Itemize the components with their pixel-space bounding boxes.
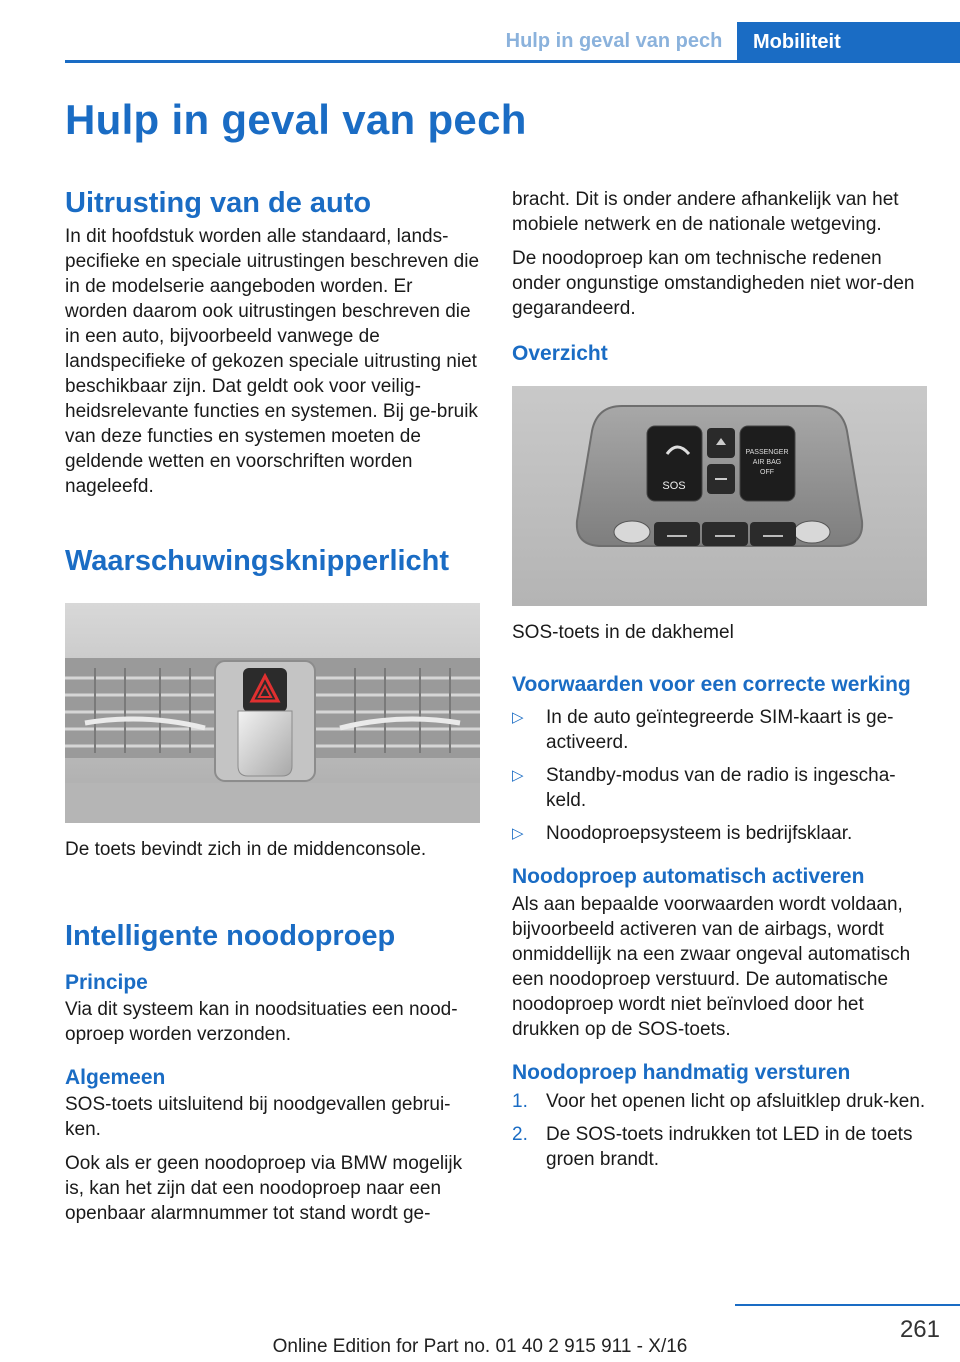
hazard-button-photo <box>65 603 480 823</box>
continued-paragraph-1: bracht. Dit is onder andere afhankelijk van het mobiele netwerk en de nationale wetgeving. <box>512 189 899 235</box>
subsection-body-algemeen-1: SOS-toets uitsluitend bij noodgevallen gebrui-ken. <box>65 1094 451 1140</box>
list-item-text: Voor het openen licht op afsluitklep druk-ken. <box>546 1091 926 1112</box>
subsection-title-algemeen: Algemeen <box>65 1066 166 1089</box>
sos-button-photo <box>512 386 927 606</box>
footer-rule <box>735 1304 960 1306</box>
list-item <box>512 1122 932 1172</box>
list-item-text: In de auto geïntegreerde SIM-kaart is ge-activeerd. <box>546 707 894 753</box>
section-body-equipment: In dit hoofdstuk worden alle standaard, lands-pecifieke en speciale uitrustingen beschreven die in de modelserie aangeboden worden. Er worden daarom ook uitrustingen beschreven die in een auto, bijvoorbeeld vanwege de landspecifieke of gekozen speciale uitrusting niet beschikbaar zijn. Dat geldt ook voor veilig-heidsrelevante functies en systemen. Bij ge-bruik van deze functies en systemen moeten de geldende wetten en voorschriften worden nageleefd. <box>65 226 480 497</box>
hazard-console-illustration <box>65 603 480 823</box>
right-column <box>512 185 932 1180</box>
triangle-bullet-icon: ▷ <box>512 767 524 784</box>
step-number: 1. <box>512 1091 528 1112</box>
subsection-body-algemeen-2: Ook als er geen noodoproep via BMW mogelijk is, kan het zijn dat een noodoproep naar een openbaar alarmnummer tot stand wordt ge- <box>65 1153 463 1224</box>
subsection-body-auto-activation: Als aan bepaalde voorwaarden wordt voldaan, bijvoorbeeld activeren van de airbags, wordt onmiddellijk na een zwaar ongeval automatisch een noodoproep verstuurd. De automatische noodoproep wordt niet beïnvloed door het drukken op de SOS-toets. <box>512 894 911 1040</box>
list-item <box>512 1089 932 1114</box>
subsection-title-overzicht: Overzicht <box>512 342 608 365</box>
left-column <box>65 185 480 1226</box>
list-item <box>512 705 932 755</box>
subsection-body-principe: Via dit systeem kan in noodsituaties een nood-oproep worden verzonden. <box>65 999 458 1045</box>
triangle-bullet-icon: ▷ <box>512 825 524 842</box>
continued-paragraph-2: De noodoproep kan om technische redenen onder ongunstige omstandigheden niet wor-den gegarandeerd. <box>512 248 915 319</box>
overhead-console-illustration <box>512 386 927 606</box>
page-number: 261 <box>899 1316 940 1343</box>
page-title: Hulp in geval van pech <box>65 96 527 143</box>
step-number: 2. <box>512 1124 528 1145</box>
list-item <box>512 821 932 846</box>
airbag-label-line-3: OFF <box>760 469 774 476</box>
list-item <box>512 763 932 813</box>
header-section-title: Hulp in geval van pech <box>505 30 723 52</box>
conditions-list <box>512 705 932 846</box>
footer-edition: Online Edition for Part no. 01 40 2 915 911 - X/16 <box>272 1336 688 1357</box>
subsection-title-principe: Principe <box>65 971 148 994</box>
sos-caption: SOS-toets in de dakhemel <box>512 622 734 643</box>
section-title-equipment: Uitrusting van de auto <box>65 187 372 219</box>
hazard-caption: De toets bevindt zich in de middenconsole. <box>65 839 427 860</box>
airbag-label-line-1: PASSENGER <box>745 449 789 456</box>
subsection-title-auto-activation: Noodoproep automatisch activeren <box>512 865 865 888</box>
subsection-title-manual-call: Noodoproep handmatig versturen <box>512 1061 851 1084</box>
triangle-bullet-icon: ▷ <box>512 709 524 726</box>
manual-steps-list <box>512 1089 932 1172</box>
section-title-hazard-lights: Waarschuwingsknipperlicht <box>65 545 450 577</box>
header-tab-label: Mobiliteit <box>753 31 841 53</box>
list-item-text: Standby-modus van de radio is ingescha-keld. <box>546 765 896 811</box>
subsection-title-voorwaarden: Voorwaarden voor een correcte werking <box>512 673 911 696</box>
header-tab <box>737 22 960 63</box>
section-title-emergency-call: Intelligente noodoproep <box>65 920 396 952</box>
header-rule <box>65 60 960 63</box>
list-item-text: Noodoproepsysteem is bedrijfsklaar. <box>546 823 853 844</box>
list-item-text: De SOS-toets indrukken tot LED in de toets groen brandt. <box>546 1124 913 1170</box>
sos-label: SOS <box>662 480 686 492</box>
airbag-label-line-2: AIR BAG <box>752 459 782 466</box>
